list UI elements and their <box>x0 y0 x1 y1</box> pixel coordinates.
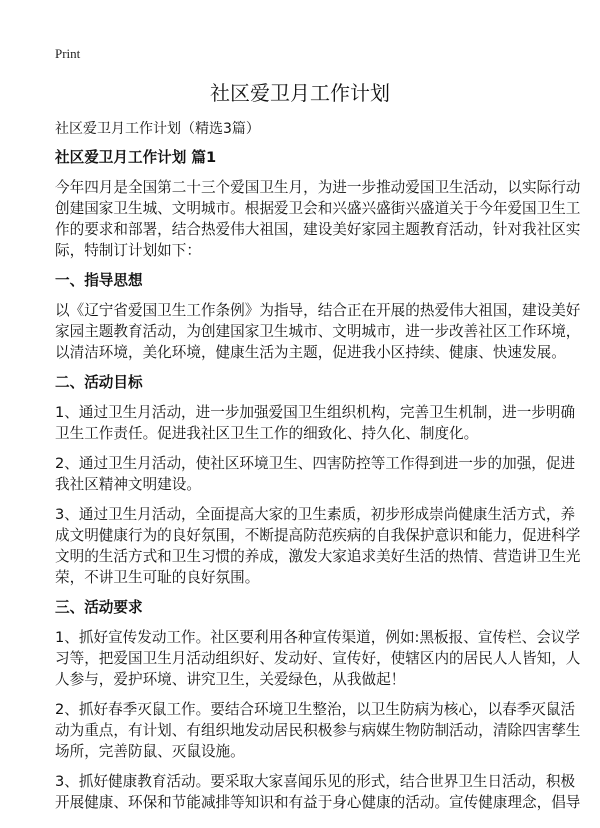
paragraph-line: 家园主题教育活动，为创建国家卫生城市、文明城市，进一步改善社区工作环境， <box>55 323 581 340</box>
paragraph-line: 文明的生活方式和卫生习惯的养成，激发大家追求美好生活的热情、营造讲卫生光 <box>55 548 581 565</box>
paragraph-line: 3、抓好健康教育活动。要采取大家喜闻乐见的形式，结合世界卫生日活动，积极 <box>55 773 576 790</box>
paragraph-line: 2、抓好春季灭鼠工作。要结合环境卫生整治，以卫生防病为核心，以春季灭鼠活 <box>55 701 576 718</box>
paragraph <box>55 699 581 762</box>
paragraph-line: 以清洁环境，美化环境，健康生活为主题，促进我小区持续、健康、快速发展。 <box>55 344 566 361</box>
section-heading: 三、活动要求 <box>55 599 143 616</box>
paragraph <box>55 771 581 813</box>
document-subtitle: 社区爱卫月工作计划（精选3篇） <box>55 121 260 137</box>
section-heading: 一、指导思想 <box>55 272 143 289</box>
paragraph-line: 创建国家卫生城、文明城市。根据爱卫会和兴盛兴盛街兴盛道关于今年爱国卫生工 <box>55 200 581 217</box>
paragraph <box>55 453 576 495</box>
paragraph-line: 1、抓好宣传发动工作。社区要利用各种宣传渠道，例如:黑板报、宣传栏、会议学 <box>55 629 580 646</box>
paragraph-line: 1、通过卫生月活动，进一步加强爱国卫生组织机构，完善卫生机制，进一步明确 <box>55 404 576 421</box>
section-heading: 社区爱卫月工作计划 篇1 <box>55 149 217 166</box>
paragraph-line: 习等，把爱国卫生月活动组织好、发动好、宣传好，使辖区内的居民人人皆知，人 <box>55 650 581 667</box>
paragraph <box>55 627 581 690</box>
paragraph <box>55 402 576 444</box>
paragraph <box>55 177 581 261</box>
paragraph-line: 我社区精神文明建设。 <box>55 476 201 493</box>
paragraph-line: 动为重点，有计划、有组织地发动居民积极参与病媒生物防制活动，清除四害孳生 <box>55 722 581 739</box>
print-link[interactable]: Print <box>55 46 81 61</box>
paragraph-line: 荣，不讲卫生可耻的良好氛围。 <box>55 569 260 586</box>
paragraph-line: 场所，完善防鼠、灭鼠设施。 <box>55 743 245 760</box>
paragraph-line: 3、通过卫生月活动，全面提高大家的卫生素质，初步形成崇尚健康生活方式，养 <box>55 506 576 523</box>
paragraph-line: 以《辽宁省爱国卫生工作条例》为指导，结合正在开展的热爱伟大祖国，建设美好 <box>55 302 581 319</box>
paragraph-line: 际，特制订计划如下： <box>55 242 201 259</box>
section-heading: 二、活动目标 <box>55 374 143 391</box>
paragraph <box>55 504 581 588</box>
paragraph-line: 开展健康、环保和节能减排等知识和有益于身心健康的活动。宣传健康理念，倡导 <box>55 794 581 811</box>
paragraph-line: 作的要求和部署，结合热爱伟大祖国，建设美好家园主题教育活动，针对我社区实 <box>55 221 581 238</box>
paragraph-line: 人参与，爱护环境、讲究卫生，关爱绿色，从我做起！ <box>55 671 406 688</box>
paragraph-line: 卫生工作责任。促进我社区卫生工作的细致化、持久化、制度化。 <box>55 425 479 442</box>
document-body <box>55 119 581 822</box>
paragraph <box>55 300 581 363</box>
paragraph-line: 2、通过卫生月活动，使社区环境卫生、四害防控等工作得到进一步的加强，促进 <box>55 455 576 472</box>
paragraph-line: 今年四月是全国第二十三个爱国卫生月，为进一步推动爱国卫生活动，以实际行动 <box>55 179 581 196</box>
paragraph-line: 成文明健康行为的良好氛围，不断提高防范疾病的自我保护意识和能力，促进科学 <box>55 527 581 544</box>
document-title: 社区爱卫月工作计划 <box>210 81 390 105</box>
